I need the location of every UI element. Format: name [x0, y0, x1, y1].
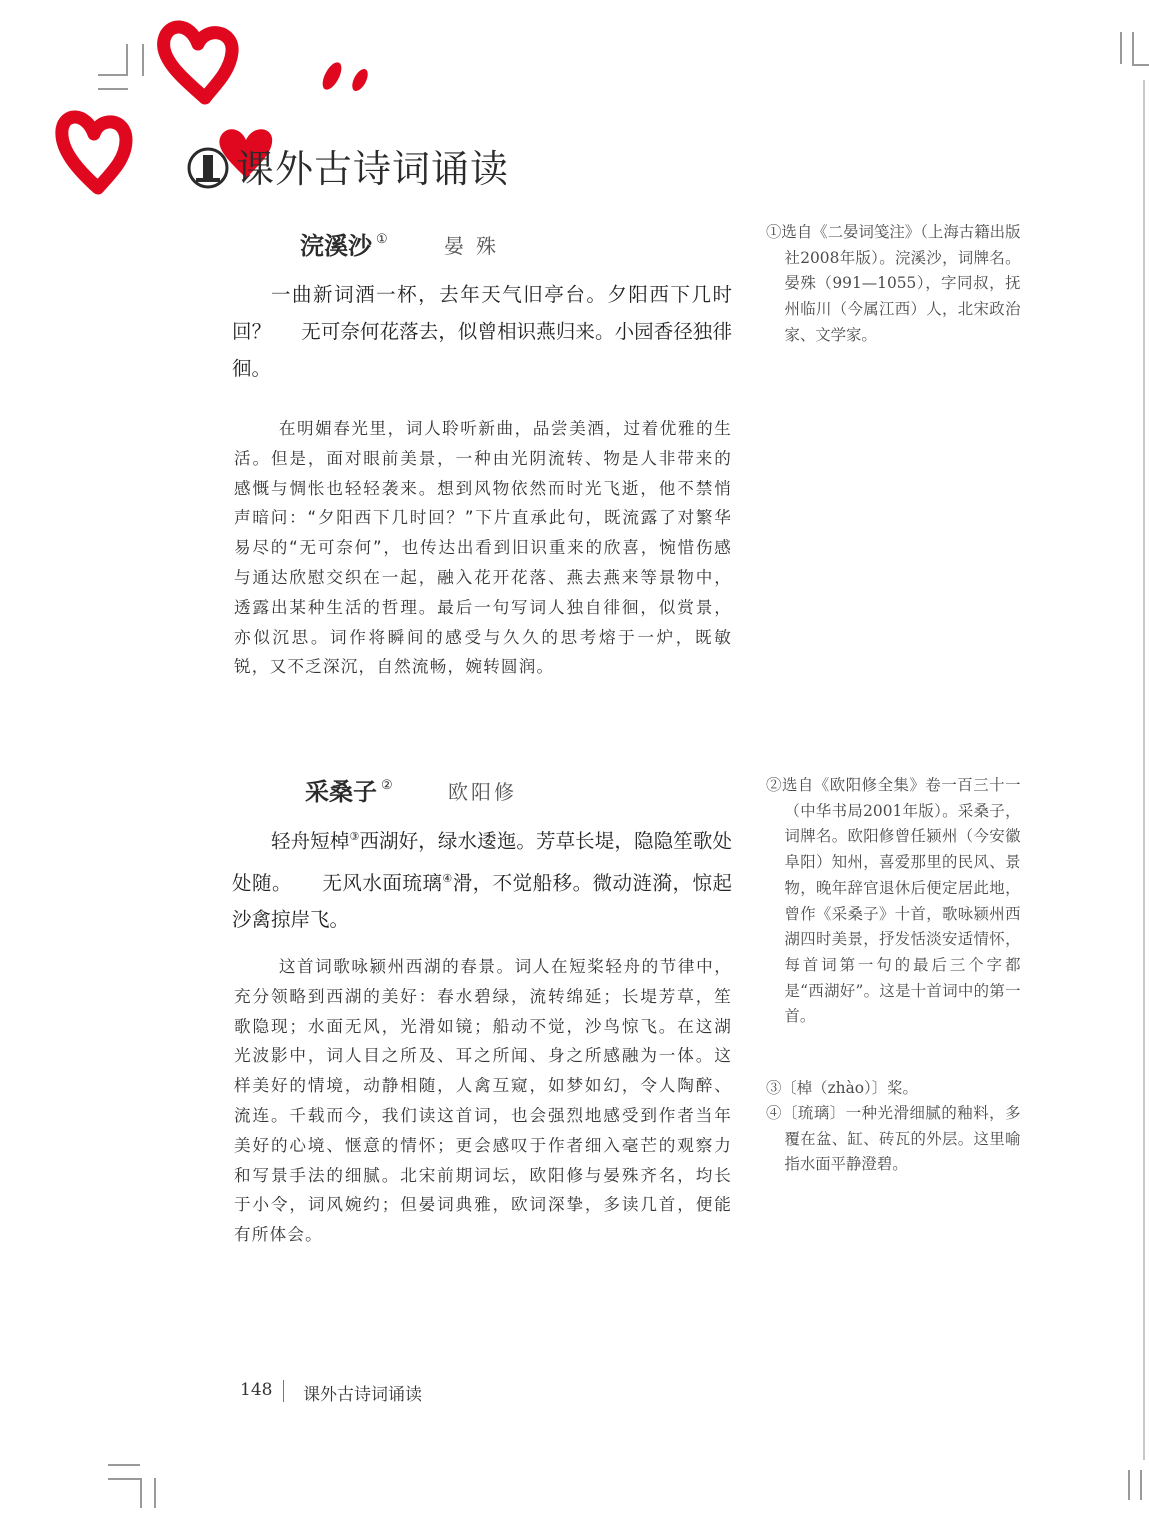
poem2-author: 欧阳修 — [448, 780, 517, 804]
poem2-ref3: ③ — [349, 830, 360, 843]
footnote-2: ②选自《欧阳修全集》卷一百三十一（中华书局2001年版）。采桑子，词牌名。欧阳修曾任颍州（今安徽阜阳）知州，喜爱那里的民风、景物，晚年辞官退休后便定居此地，曾作《采桑子》十首，歌咏颍州西湖四时美景，抒发恬淡安适情怀，每首词第一句的最后三个字都是“西湖好”。这是十首词中的第一首。 — [766, 776, 1021, 1026]
poem2-title — [305, 772, 393, 807]
book-badge-icon — [186, 146, 230, 190]
poem2-line1-b: 西湖好，绿水逶迤。芳草长堤，隐隐笙歌处处随。 — [232, 829, 732, 894]
poem1-title-text: 浣溪沙 — [300, 231, 372, 260]
red-stroke-mark — [319, 59, 345, 92]
poem1-commentary: 在明媚春光里，词人聆听新曲，品尝美酒，过着优雅的生活。但是，面对眼前美景，一种由光阴流转、物是人非带来的感慨与惆怅也轻轻袭来。想到风物依然而时光飞逝，他不禁悄声暗问：“夕阳西下几时回？”下片直承此句，既流露了对繁华易尽的“无可奈何”，也传达出看到旧识重来的欣喜，惋惜伤感与通达欣慰交织在一起，融入花开花落、燕去燕来等景物中，透露出某种生活的哲理。最后一句写词人独自徘徊，似赏景，亦似沉思。词作将瞬间的感受与久久的思考熔于一炉，既敏锐，又不乏深沉，自然流畅，婉转圆润。 — [234, 419, 732, 677]
heart-icon — [62, 117, 126, 188]
poem1-text — [232, 276, 732, 387]
poem1-note-ref: ① — [376, 232, 388, 247]
page-title: 课外古诗词诵读 — [236, 147, 510, 191]
crop-mark-bottom-left-v2 — [154, 1478, 156, 1508]
page-edge-right — [1143, 80, 1145, 1460]
running-title: 课外古诗词诵读 — [303, 1385, 422, 1405]
footnote-4: ④〔琉璃〕一种光滑细腻的釉料，多覆在盆、缸、砖瓦的外层。这里喻指水面平静澄碧。 — [766, 1104, 1021, 1174]
footnote-3: ③〔棹（zhào）〕桨。 — [766, 1079, 918, 1097]
poem1-title — [300, 226, 388, 261]
poem2-line2-a: 无风水面琉璃 — [321, 871, 443, 894]
poem2-text — [232, 818, 732, 938]
poem1-line1: 一曲新词酒一杯，去年天气旧亭台。夕阳西下几时回？ — [232, 283, 732, 343]
red-stroke-mark — [349, 67, 371, 94]
heart-icon — [164, 27, 233, 98]
poem1-line2: 无可奈何花落去，似曾相识燕归来。小园香径独徘徊。 — [232, 320, 732, 380]
crop-mark-top-right-h — [1132, 64, 1149, 66]
crop-mark-bottom-right-v2 — [1140, 1470, 1142, 1500]
crop-mark-top-right-v — [1120, 32, 1122, 64]
poem2-title-text: 采桑子 — [305, 777, 377, 806]
page-number: 148 — [240, 1380, 273, 1400]
poem2-line2-b: 滑，不觉船移。微动涟漪，惊起沙禽掠岸飞。 — [232, 871, 732, 931]
poem2-ref4: ④ — [442, 871, 453, 885]
poem2-note-ref: ② — [381, 778, 393, 793]
crop-mark-bottom-left-h — [108, 1464, 140, 1466]
red-hearts-doodle — [0, 0, 420, 230]
crop-mark-bottom-left-h2 — [108, 1478, 140, 1480]
poem1-author: 晏殊 — [444, 234, 508, 258]
crop-mark-bottom-left-v — [140, 1478, 142, 1508]
poem2-line1-a: 轻舟短棹 — [271, 829, 350, 853]
crop-mark-top-right-v2 — [1132, 32, 1134, 64]
poem2-commentary: 这首词歌咏颍州西湖的春景。词人在短桨轻舟的节律中，充分领略到西湖的美好：春水碧绿，流转绵延；长堤芳草，笙歌隐现；水面无风，光滑如镜；船动不觉，沙鸟惊飞。在这湖光波影中，词人目之所及、耳之所闻、身之所感融为一体。这样美好的情境，动静相随，人禽互窥，如梦如幻，令人陶醉、流连。千载而今，我们读这首词，也会强烈地感受到作者当年美好的心境、惬意的情怀；更会感叹于作者细入毫芒的观察力和写景手法的细腻。北宋前期词坛，欧阳修与晏殊齐名，均长于小令，词风婉约；但晏词典雅，欧词深挚，多读几首，便能有所体会。 — [234, 957, 732, 1245]
footnote-1: ①选自《二晏词笺注》（上海古籍出版社2008年版）。浣溪沙，词牌名。晏殊（991—1055），字同叔，抚州临川（今属江西）人，北宋政治家、文学家。 — [766, 223, 1021, 344]
footer-divider — [283, 1380, 284, 1402]
crop-mark-bottom-right-v — [1128, 1470, 1130, 1500]
